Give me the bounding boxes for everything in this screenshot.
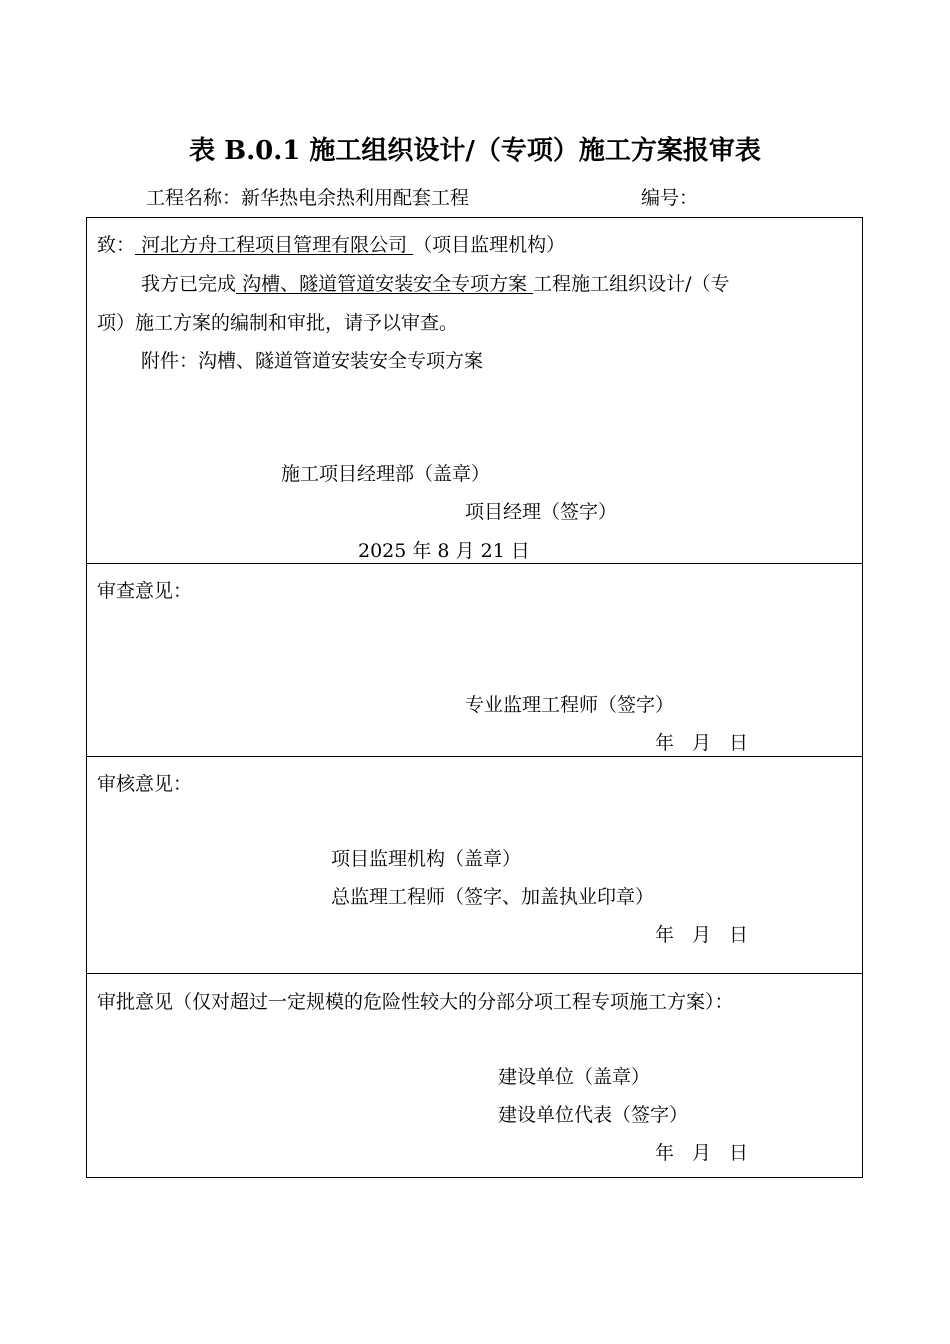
addressee-line bbox=[97, 230, 565, 257]
project-name-line bbox=[146, 183, 469, 210]
addressee-org: 河北方舟工程项目管理有限公司 bbox=[141, 234, 408, 256]
submit-date: 2025 年 8 月 21 日 bbox=[358, 540, 530, 562]
plan-name: 沟槽、隧道管道安装安全专项方案 bbox=[242, 273, 528, 295]
row-divider-3 bbox=[86, 973, 863, 974]
contractor-dept: 施工项目经理部（盖章） bbox=[281, 463, 491, 485]
unit-representative: 建设单位代表（签字） bbox=[498, 1104, 689, 1126]
statement-suffix: 工程施工组织设计/（专 bbox=[533, 273, 730, 295]
document-title: 表 B.0.1 施工组织设计/（专项）施工方案报审表 bbox=[189, 136, 761, 166]
statement-prefix: 我方已完成 bbox=[141, 273, 237, 295]
construction-unit: 建设单位（盖章） bbox=[498, 1066, 651, 1088]
number-label: 编号： bbox=[641, 187, 699, 209]
approval-heading: 审批意见（仅对超过一定规模的危险性较大的分部分项工程专项施工方案）： bbox=[97, 991, 734, 1013]
statement-line-1 bbox=[141, 269, 730, 296]
supervision-org: 项目监理机构（盖章） bbox=[331, 848, 522, 870]
approval-date: 年 月 日 bbox=[655, 1142, 749, 1164]
audit-date: 年 月 日 bbox=[655, 924, 749, 946]
attachment-line: 附件：沟槽、隧道管道安装安全专项方案 bbox=[141, 350, 484, 372]
chief-engineer: 总监理工程师（签字、加盖执业印章） bbox=[331, 886, 655, 908]
specialist-engineer: 专业监理工程师（签字） bbox=[465, 694, 675, 716]
statement-line-2: 项）施工方案的编制和审批，请予以审查。 bbox=[97, 312, 459, 334]
project-manager: 项目经理（签字） bbox=[465, 501, 618, 523]
to-prefix: 致： bbox=[97, 234, 136, 256]
audit-heading: 审核意见： bbox=[97, 773, 193, 795]
review-date: 年 月 日 bbox=[655, 732, 749, 754]
row-divider-1 bbox=[86, 563, 863, 564]
row-divider-2 bbox=[86, 756, 863, 757]
project-label: 工程名称： bbox=[146, 187, 242, 209]
to-suffix: （项目监理机构） bbox=[413, 234, 566, 256]
project-name: 新华热电余热利用配套工程 bbox=[241, 187, 470, 209]
review-heading: 审查意见： bbox=[97, 580, 193, 602]
